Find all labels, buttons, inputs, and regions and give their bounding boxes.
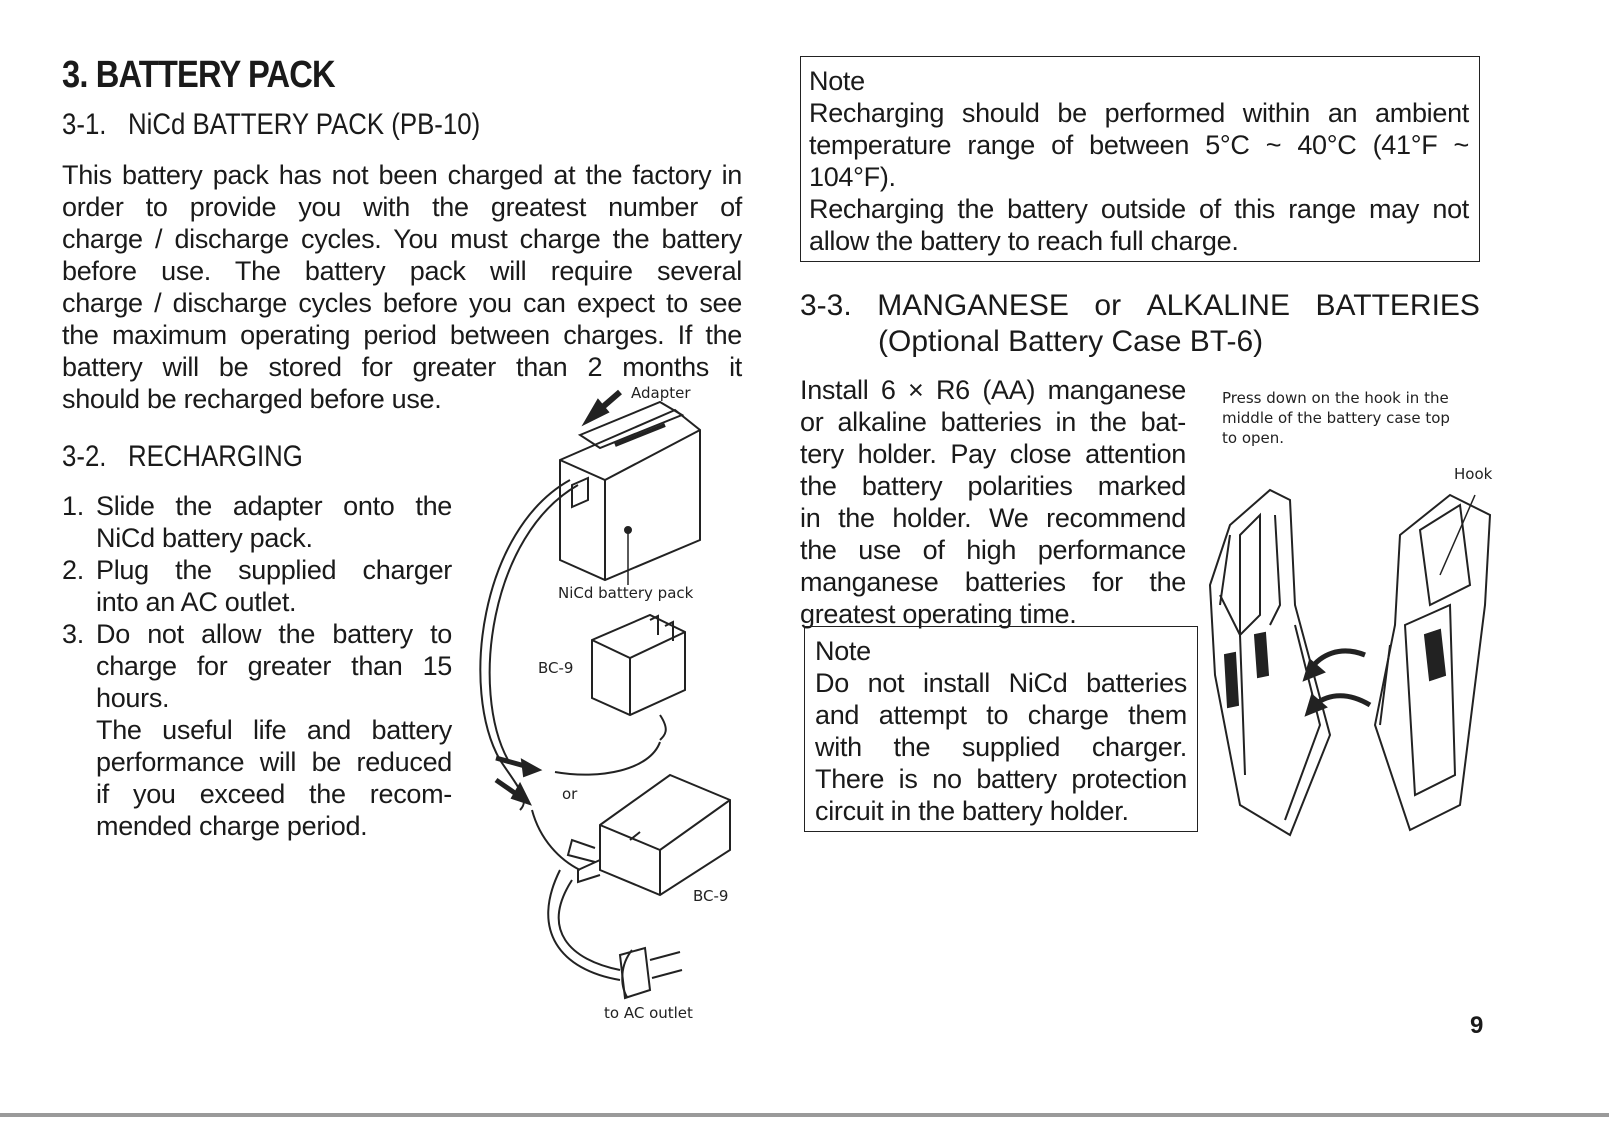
heading-line (800, 288, 1480, 324)
text-line: in the holder. We recommend (800, 503, 1186, 533)
text-line: with the supplied charger. (815, 732, 1187, 762)
text-line: charge / discharge cycles before you can expect to see (62, 288, 742, 318)
text-line: 104°F). (809, 162, 896, 192)
ac-outlet-label: to AC outlet (604, 1004, 693, 1022)
heading-word: ALKALINE (1146, 289, 1290, 322)
heading-word: MANGANESE (877, 289, 1069, 322)
nicd-label: NiCd battery pack (558, 584, 694, 602)
text-line: Recharging should be performed within an ambient (809, 98, 1469, 128)
hook-label: Hook (1454, 465, 1493, 483)
text-line: Slide the adapter onto the (96, 491, 452, 521)
text-line: the maximum operating period between charges. If the (62, 320, 742, 350)
bc9-wall-charger-illustration (555, 615, 685, 775)
heading-3-1: 3-1. NiCd BATTERY PACK (PB-10) (62, 108, 481, 141)
bc9-desk-charger-illustration (568, 775, 730, 895)
text-line: performance will be reduced (96, 747, 452, 777)
text-line: circuit in the battery holder. (815, 796, 1129, 826)
text-line: tery holder. Pay close attention (800, 439, 1186, 469)
text-line: mended charge period. (96, 811, 368, 841)
text-line: Recharging the battery outside of this range may not (809, 194, 1469, 224)
caption-line: to open. (1222, 429, 1285, 447)
text-line: There is no battery protection (815, 764, 1187, 794)
list-item (62, 490, 452, 554)
note-nicd-warning (804, 626, 1198, 832)
bc9-label-2: BC-9 (693, 887, 729, 905)
note-title: Note (815, 636, 871, 666)
heading-3-2: 3-2. RECHARGING (62, 440, 303, 473)
text-line: This battery pack has not been charged at the factory in (62, 160, 742, 190)
list-number: 2. (62, 555, 84, 585)
text-line: greatest operating time. (800, 599, 1077, 629)
ac-plug-illustration (620, 948, 682, 998)
text-line: if you exceed the recom- (96, 779, 452, 809)
adapter-label: Adapter (631, 384, 691, 402)
text-line: temperature range of between 5°C ~ 40°C (41°F ~ (809, 130, 1469, 160)
page-number: 9 (1470, 1012, 1484, 1039)
text-line: and attempt to charge them (815, 700, 1187, 730)
note-title: Note (809, 66, 865, 96)
section-title: 3. BATTERY PACK (62, 54, 335, 96)
text-line: order to provide you with the greatest number of (62, 192, 742, 222)
heading-word: 3-3. (800, 289, 852, 322)
text-line: Do not allow the battery to (96, 619, 452, 649)
text-line: charge / discharge cycles. You must charge the battery (62, 224, 742, 254)
heading-word: or (1094, 289, 1122, 322)
list-item (62, 554, 452, 618)
battery-case-top-illustration (1375, 495, 1490, 830)
text-line: NiCd battery pack. (96, 523, 313, 553)
battery-case-diagram (1200, 475, 1500, 855)
text-line: hours. (96, 683, 170, 713)
or-label: or (562, 785, 578, 803)
text-line: manganese batteries for the (800, 567, 1186, 597)
caption-line: Press down on the hook in the (1222, 389, 1449, 407)
text-line: should be recharged before use. (62, 384, 442, 414)
paragraph-3-3 (800, 374, 1186, 630)
list-number: 1. (62, 491, 84, 521)
nicd-battery-pack-illustration (560, 402, 700, 580)
text-line: the battery polarities marked (800, 471, 1186, 501)
charging-diagram (460, 370, 800, 1060)
list-item (62, 618, 452, 842)
text-line: the use of high performance (800, 535, 1186, 565)
text-line: The useful life and battery (96, 715, 452, 745)
text-line: before use. The battery pack will require several (62, 256, 742, 286)
note-temperature (800, 56, 1480, 262)
text-line: into an AC outlet. (96, 587, 297, 617)
heading-3-3 (800, 288, 1480, 360)
text-line: Plug the supplied charger (96, 555, 452, 585)
battery-case-caption (1222, 388, 1450, 448)
recharging-steps (62, 490, 452, 842)
bc9-label-1: BC-9 (538, 659, 574, 677)
text-line: battery will be stored for greater than 2 months it (62, 352, 742, 382)
page-bottom-rule (0, 1113, 1609, 1117)
text-line: Do not install NiCd batteries (815, 668, 1187, 698)
heading-word: BATTERIES (1315, 289, 1480, 322)
text-line: Install 6 × R6 (AA) manganese (800, 375, 1186, 405)
text-line: or alkaline batteries in the bat- (800, 407, 1186, 437)
text-line: allow the battery to reach full charge. (809, 226, 1239, 256)
caption-line: middle of the battery case top (1222, 409, 1450, 427)
list-number: 3. (62, 619, 84, 649)
text-line: charge for greater than 15 (96, 651, 452, 681)
heading-subline: (Optional Battery Case BT-6) (878, 325, 1264, 358)
